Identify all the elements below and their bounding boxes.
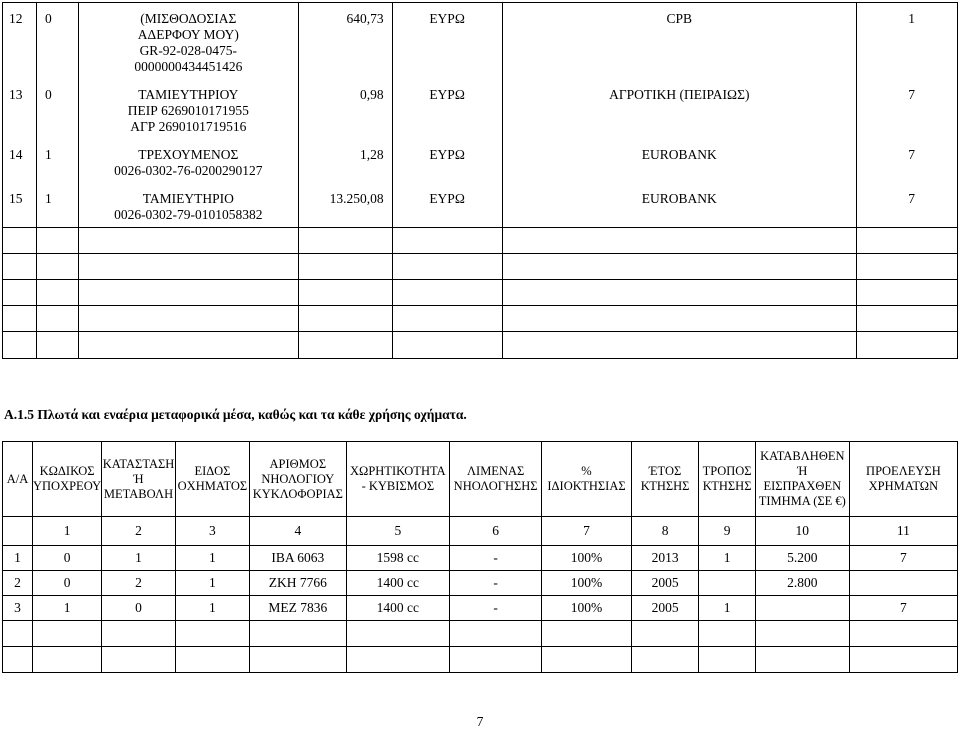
vehicle-cell: ΖΚΗ 7766 [249, 571, 346, 596]
account-currency: ΕΥΡΩ [392, 79, 502, 139]
empty-cell [298, 228, 392, 254]
column-header-line: ΝΗΟΛΟΓΗΣΗΣ [453, 479, 538, 493]
column-header-line: ΤΙΜΗΜΑ (ΣΕ €) [758, 494, 846, 508]
vehicle-cell: 2013 [631, 546, 699, 571]
account-description-line: 0026-0302-79-0101058382 [114, 207, 263, 222]
empty-cell [857, 254, 958, 280]
column-number: 1 [33, 517, 102, 546]
vehicle-cell: 5.200 [755, 546, 849, 571]
empty-cell [502, 280, 857, 306]
column-header [249, 442, 346, 517]
empty-row [3, 621, 958, 647]
empty-cell [699, 647, 755, 673]
column-header-line: ΕΙΣΠΡΑΧΘΕΝ [763, 479, 842, 493]
account-description-line: ΑΓΡ 2690101719516 [130, 119, 247, 134]
vehicle-cell: 1 [175, 546, 249, 571]
empty-row [3, 280, 958, 306]
account-amount: 640,73 [298, 3, 392, 80]
column-number: 7 [542, 517, 632, 546]
vehicle-cell: 1 [175, 571, 249, 596]
empty-row [3, 647, 958, 673]
column-header-line: ΧΡΗΜΑΤΩΝ [868, 479, 939, 493]
vehicle-cell: 1 [102, 546, 176, 571]
column-number: 9 [699, 517, 755, 546]
column-header [631, 442, 699, 517]
account-index: 15 [3, 183, 37, 228]
empty-cell [3, 621, 33, 647]
empty-cell [502, 306, 857, 332]
account-description [78, 139, 298, 183]
account-bank: ΑΓΡΟΤΙΚΗ (ΠΕΙΡΑΙΩΣ) [502, 79, 857, 139]
account-amount: 0,98 [298, 79, 392, 139]
empty-cell [857, 280, 958, 306]
vehicle-cell: 2.800 [755, 571, 849, 596]
empty-cell [346, 621, 449, 647]
vehicle-cell: 7 [849, 596, 957, 621]
vehicle-cell: - [450, 546, 542, 571]
vehicle-cell: 100% [542, 571, 632, 596]
column-header-line: ΟΧΗΜΑΤΟΣ [177, 479, 248, 493]
empty-cell [36, 332, 78, 359]
account-flag: 1 [36, 183, 78, 228]
vehicle-cell: ΜΕΖ 7836 [249, 596, 346, 621]
column-number: 5 [346, 517, 449, 546]
account-row [3, 183, 958, 228]
column-header-line: ΕΙΔΟΣ [194, 464, 231, 478]
account-code: 7 [857, 139, 958, 183]
column-header-line: % [581, 464, 592, 478]
blank-cell [3, 517, 33, 546]
vehicle-cell: 2 [3, 571, 33, 596]
column-number: 6 [450, 517, 542, 546]
empty-cell [392, 254, 502, 280]
empty-cell [102, 621, 176, 647]
empty-cell [3, 280, 37, 306]
vehicle-cell: 1 [699, 546, 755, 571]
account-description-line: (ΜΙΣΘΟΔΟΣΙΑΣ [140, 11, 237, 26]
empty-cell [755, 621, 849, 647]
column-header [346, 442, 449, 517]
column-number: 11 [849, 517, 957, 546]
account-description-line: ΑΔΕΡΦΟΥ ΜΟΥ) [137, 27, 239, 42]
column-header [33, 442, 102, 517]
account-description-line: 0026-0302-76-0200290127 [114, 163, 263, 178]
empty-cell [249, 621, 346, 647]
empty-cell [298, 332, 392, 359]
column-header-line: ΚΥΚΛΟΦΟΡΙΑΣ [252, 486, 343, 501]
empty-cell [175, 647, 249, 673]
column-number: 4 [249, 517, 346, 546]
account-code: 7 [857, 79, 958, 139]
page-number: 7 [476, 714, 484, 729]
account-description-line: ΤΡΕΧΟΥΜΕΝΟΣ [138, 147, 239, 162]
account-description-line: ΤΑΜΙΕΥΤΗΡΙΟ [142, 191, 234, 206]
empty-row [3, 228, 958, 254]
vehicle-cell: 1 [699, 596, 755, 621]
empty-cell [542, 621, 632, 647]
empty-cell [849, 647, 957, 673]
empty-cell [392, 332, 502, 359]
empty-cell [849, 621, 957, 647]
account-flag: 1 [36, 139, 78, 183]
empty-row [3, 254, 958, 280]
account-flag: 0 [36, 79, 78, 139]
vehicle-cell: 7 [849, 546, 957, 571]
vehicle-row [3, 571, 958, 596]
column-number: 10 [755, 517, 849, 546]
header-row [3, 442, 958, 517]
empty-cell [36, 254, 78, 280]
empty-cell [346, 647, 449, 673]
vehicle-cell: 1 [3, 546, 33, 571]
empty-cell [78, 254, 298, 280]
vehicle-cell: 1400 cc [346, 571, 449, 596]
column-header [3, 442, 33, 517]
account-currency: ΕΥΡΩ [392, 183, 502, 228]
column-header-line: ΈΤΟΣ [648, 464, 682, 478]
vehicle-cell [849, 571, 957, 596]
account-description [78, 79, 298, 139]
empty-cell [857, 306, 958, 332]
vehicle-cell: 3 [3, 596, 33, 621]
empty-cell [3, 306, 37, 332]
column-header-line: ΥΠΟΧΡΕΟΥ [33, 479, 102, 493]
vehicle-cell: 1 [175, 596, 249, 621]
empty-cell [542, 647, 632, 673]
empty-cell [631, 621, 699, 647]
empty-cell [699, 621, 755, 647]
vehicle-row [3, 596, 958, 621]
empty-cell [36, 306, 78, 332]
empty-cell [392, 228, 502, 254]
empty-cell [175, 621, 249, 647]
column-header-line: ΚΑΤΑΒΛΗΘΕΝ [760, 449, 845, 463]
column-header [699, 442, 755, 517]
account-bank: EUROBANK [502, 183, 857, 228]
column-header-line: Α/Α [6, 471, 29, 486]
empty-cell [102, 647, 176, 673]
column-number: 3 [175, 517, 249, 546]
column-header-line: ΤΡΟΠΟΣ [702, 464, 752, 478]
empty-cell [392, 280, 502, 306]
section-title: Α.1.5 Πλωτά και εναέρια μεταφορικά μέσα, καθώς και τα κάθε χρήσης οχήματα. [4, 407, 467, 422]
vehicle-row [3, 546, 958, 571]
column-header-line: ΧΩΡΗΤΙΚΟΤΗΤΑ [350, 464, 446, 478]
column-header-line: ΠΡΟΕΛΕΥΣΗ [866, 464, 941, 478]
empty-cell [755, 647, 849, 673]
column-header-line: ΝΗΟΛΟΓΙΟΥ [261, 471, 335, 486]
account-amount: 13.250,08 [298, 183, 392, 228]
column-header-line: Ή [133, 471, 144, 486]
empty-cell [78, 280, 298, 306]
empty-cell [450, 647, 542, 673]
empty-cell [33, 621, 102, 647]
column-header [542, 442, 632, 517]
empty-cell [631, 647, 699, 673]
empty-row [3, 306, 958, 332]
vehicle-cell: 2005 [631, 571, 699, 596]
vehicle-cell: 0 [102, 596, 176, 621]
column-header [849, 442, 957, 517]
vehicle-cell: 100% [542, 546, 632, 571]
account-row [3, 139, 958, 183]
account-currency: ΕΥΡΩ [392, 139, 502, 183]
account-description-line: GR-92-028-0475- [139, 43, 238, 58]
column-header-line: ΙΔΙΟΚΤΗΣΙΑΣ [547, 479, 626, 493]
vehicle-cell: 0 [33, 571, 102, 596]
column-header [755, 442, 849, 517]
empty-cell [298, 254, 392, 280]
account-description-line: ΠΕΙΡ 6269010171955 [127, 103, 249, 118]
column-header-line: ΚΑΤΑΣΤΑΣΗ [102, 456, 175, 471]
column-header-line: ΚΤΗΣΗΣ [640, 479, 690, 493]
vehicle-cell: 0 [33, 546, 102, 571]
empty-cell [298, 306, 392, 332]
column-header-line: Ή [797, 464, 808, 478]
empty-cell [3, 228, 37, 254]
vehicle-cell: 2005 [631, 596, 699, 621]
column-header-line: ΚΩΔΙΚΟΣ [39, 464, 95, 478]
column-header-line: ΜΕΤΑΒΟΛΗ [103, 486, 174, 501]
column-header-line: ΚΤΗΣΗΣ [702, 479, 752, 493]
empty-cell [502, 254, 857, 280]
column-number-row [3, 517, 958, 546]
vehicle-cell: 1400 cc [346, 596, 449, 621]
empty-cell [3, 254, 37, 280]
empty-cell [36, 228, 78, 254]
vehicles-table [2, 441, 958, 673]
empty-cell [392, 306, 502, 332]
empty-cell [78, 306, 298, 332]
account-description [78, 183, 298, 228]
empty-cell [502, 332, 857, 359]
account-index: 12 [3, 3, 37, 80]
vehicle-cell [755, 596, 849, 621]
vehicle-cell: 2 [102, 571, 176, 596]
empty-cell [502, 228, 857, 254]
vehicle-cell: 1 [33, 596, 102, 621]
vehicle-cell: - [450, 596, 542, 621]
account-code: 7 [857, 183, 958, 228]
account-description-line: ΤΑΜΙΕΥΤΗΡΙΟΥ [138, 87, 239, 102]
vehicle-cell: 100% [542, 596, 632, 621]
empty-cell [857, 228, 958, 254]
empty-cell [857, 332, 958, 359]
column-header-line: ΑΡΙΘΜΟΣ [269, 456, 327, 471]
empty-cell [3, 647, 33, 673]
column-header-line: - ΚΥΒΙΣΜΟΣ [361, 479, 435, 493]
account-index: 13 [3, 79, 37, 139]
vehicle-cell: 1598 cc [346, 546, 449, 571]
empty-cell [36, 280, 78, 306]
account-description-line: 0000000434451426 [134, 59, 243, 74]
column-header-line: ΛΙΜΕΝΑΣ [466, 464, 525, 478]
account-code: 1 [857, 3, 958, 80]
account-bank: EUROBANK [502, 139, 857, 183]
account-index: 14 [3, 139, 37, 183]
accounts-table [2, 2, 958, 359]
column-header [175, 442, 249, 517]
empty-row [3, 332, 958, 359]
empty-cell [249, 647, 346, 673]
column-header [450, 442, 542, 517]
empty-cell [450, 621, 542, 647]
column-number: 8 [631, 517, 699, 546]
empty-cell [3, 332, 37, 359]
account-description [78, 3, 298, 80]
account-row [3, 79, 958, 139]
vehicle-cell: - [450, 571, 542, 596]
column-header [102, 442, 176, 517]
empty-cell [33, 647, 102, 673]
account-amount: 1,28 [298, 139, 392, 183]
account-currency: ΕΥΡΩ [392, 3, 502, 80]
empty-cell [298, 280, 392, 306]
column-number: 2 [102, 517, 176, 546]
account-row [3, 3, 958, 80]
vehicle-cell: ΙΒΑ 6063 [249, 546, 346, 571]
empty-cell [78, 332, 298, 359]
account-flag: 0 [36, 3, 78, 80]
account-bank: CPB [502, 3, 857, 80]
vehicle-cell [699, 571, 755, 596]
empty-cell [78, 228, 298, 254]
